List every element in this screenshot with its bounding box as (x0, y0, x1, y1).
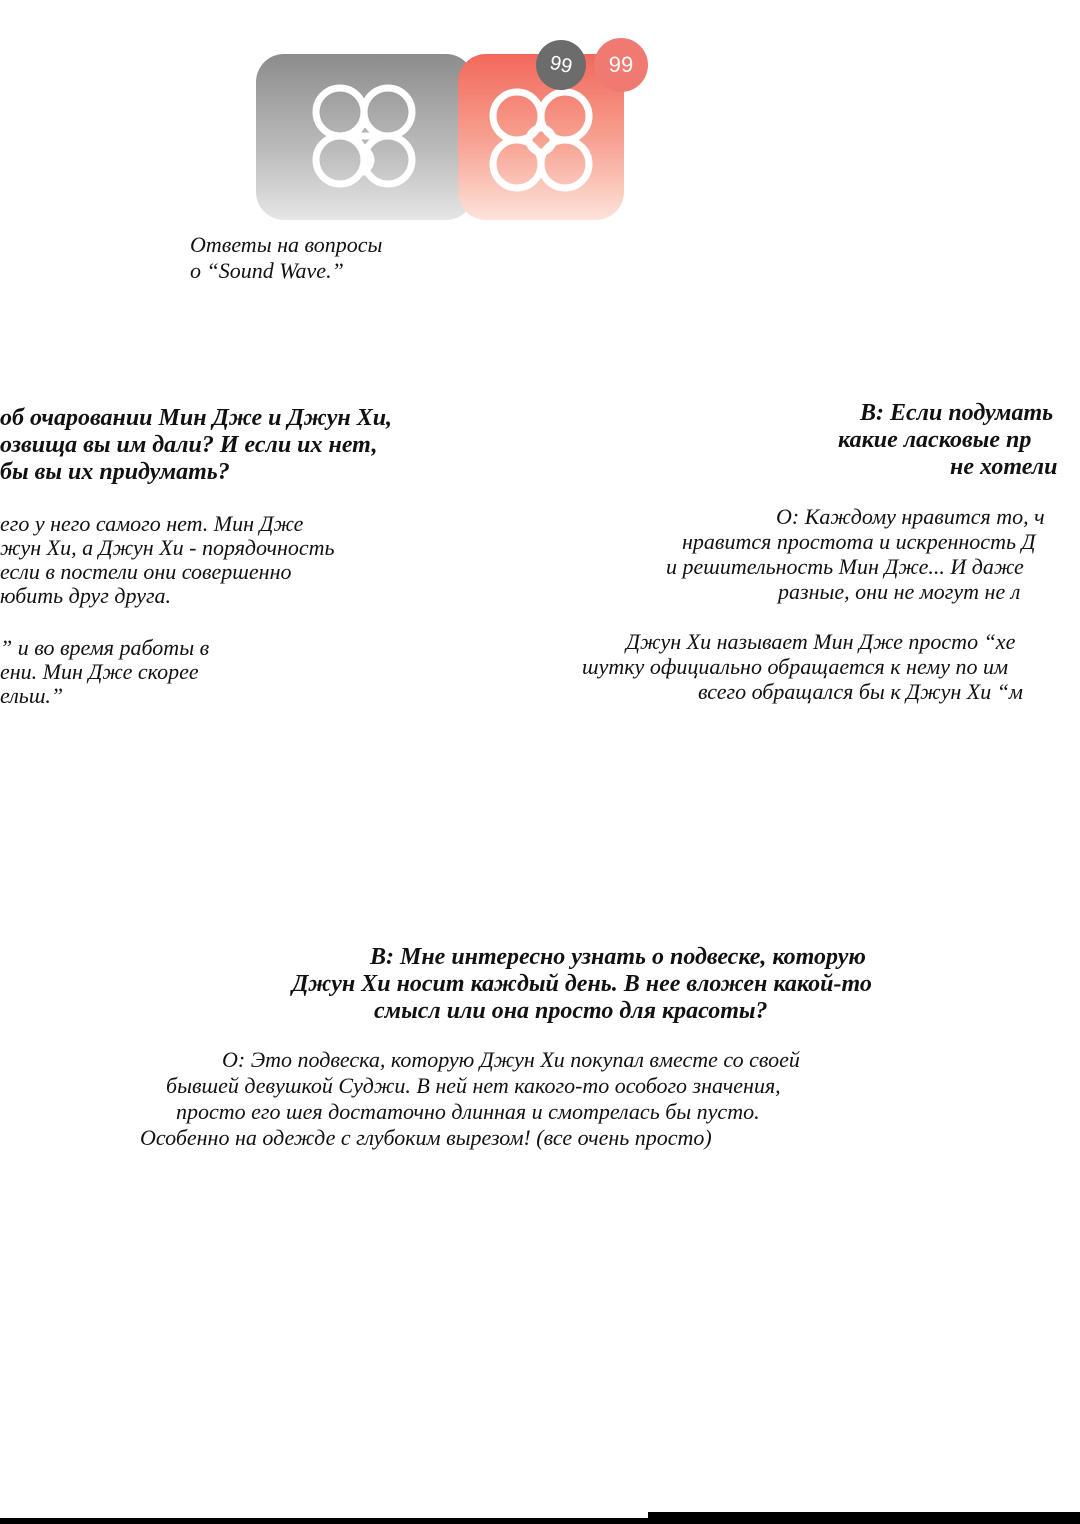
right-answer-2-line-3: всего обращался бы к Джун Хи “м (698, 679, 1023, 704)
text-line: если в постели они совершенно (0, 559, 292, 584)
caption-line: Ответы на вопросы (190, 232, 383, 257)
left-answer-1 (0, 512, 335, 608)
ornamental-knot-icon (256, 54, 474, 220)
text-line: ени. Мин Дже скорее (0, 659, 199, 684)
right-answer-1-line-1: О: Каждому нравится то, ч (776, 504, 1045, 529)
right-answer-2-line-2: шутку официально обращается к нему по им (582, 654, 1009, 679)
text-line: бы вы их придумать? (0, 459, 230, 485)
center-question-line-2: Джун Хи носит каждый день. В нее вложен какой-то (292, 971, 872, 997)
center-answer-line-3: просто его шея достаточно длинная и смотрелась бы пусто. (176, 1099, 760, 1124)
text-line: юбить друг друга. (0, 583, 172, 608)
left-answer-2 (0, 636, 209, 708)
caption (190, 232, 382, 284)
text-line: об очаровании Мин Дже и Джун Хи, (0, 405, 393, 431)
center-question-line-1: В: Мне интересно узнать о подвеске, которую (370, 944, 866, 970)
center-answer-line-4: Особенно на одежде с глубоким вырезом! (все очень просто) (140, 1125, 712, 1150)
center-answer-line-1: О: Это подвеска, которую Джун Хи покупал вместе со своей (222, 1047, 800, 1072)
right-answer-2-line-1: Джун Хи называет Мин Дже просто “хе (626, 629, 1016, 654)
text-line: его у него самого нет. Мин Дже (0, 511, 304, 536)
text-line: ” и во время работы в (0, 635, 210, 660)
center-answer-line-2: бывшей девушкой Суджи. В ней нет какого-то особого значения, (166, 1073, 781, 1098)
center-question-line-3: смысл или она просто для красоты? (374, 998, 768, 1024)
right-question-line-2 (838, 427, 1031, 454)
text-line: какие ласковые пр (838, 427, 1032, 453)
text-line: ельш.” (0, 683, 64, 708)
left-question (0, 405, 392, 486)
bottom-bar-right (648, 1512, 1080, 1524)
logo-badge-grey: 99 (531, 35, 590, 94)
text-line: жун Хи, а Джун Хи - порядочность (0, 535, 335, 560)
right-answer-1-line-2: нравится простота и искренность Д (682, 529, 1036, 554)
text-line: В: Если подумать (860, 400, 1054, 426)
logo-badge-red: 99 (594, 38, 648, 92)
text-line: не хотели (950, 454, 1058, 480)
logo-grey-tile (256, 54, 474, 220)
right-answer-1-line-4: разные, они не могут не л (778, 579, 1021, 604)
caption-line: о “Sound Wave.” (190, 258, 344, 283)
right-question-line-3 (950, 454, 1057, 481)
text-line: озвища вы им дали? И если их нет, (0, 432, 378, 458)
right-question (860, 400, 1053, 427)
bottom-bar-left (0, 1518, 648, 1524)
right-answer-1-line-3: и решительность Мин Дже... И даже (666, 554, 1024, 579)
